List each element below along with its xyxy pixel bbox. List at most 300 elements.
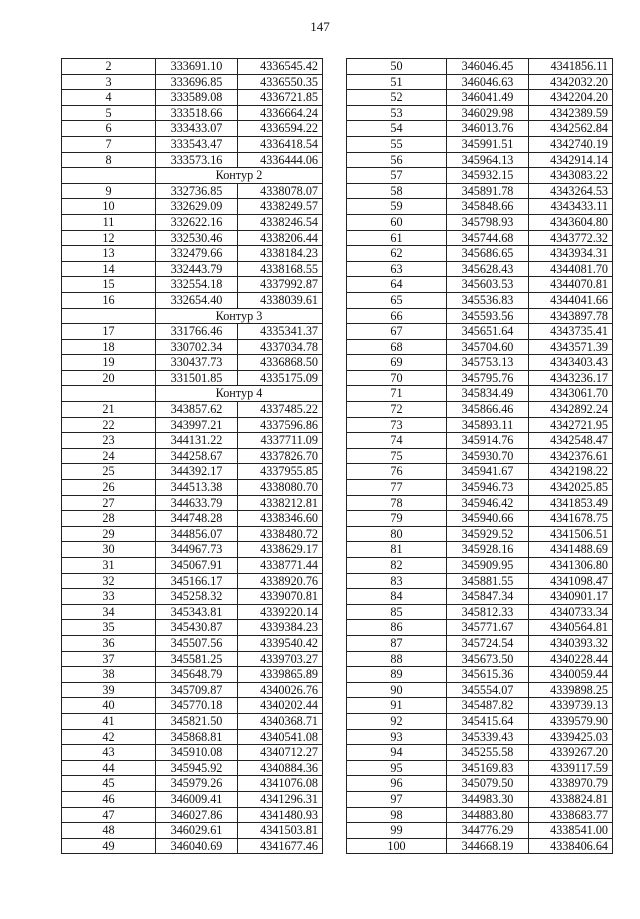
table-row — [62, 261, 323, 277]
table-row — [347, 214, 613, 230]
x-coordinate-cell: 345686.65 — [447, 246, 529, 262]
x-coordinate-cell: 346029.98 — [447, 105, 529, 121]
point-number-cell: 47 — [62, 807, 156, 823]
point-number-cell: 87 — [347, 635, 447, 651]
table-row — [347, 526, 613, 542]
y-coordinate-cell: 4338771.44 — [238, 558, 323, 574]
x-coordinate-cell: 346046.45 — [447, 59, 529, 75]
x-coordinate-cell: 345868.81 — [156, 729, 238, 745]
table-row — [347, 292, 613, 308]
y-coordinate-cell: 4340712.27 — [238, 745, 323, 761]
point-number-cell: 30 — [62, 542, 156, 558]
x-coordinate-cell: 345812.33 — [447, 604, 529, 620]
x-coordinate-cell: 332736.85 — [156, 183, 238, 199]
point-number-cell: 22 — [62, 417, 156, 433]
point-number-cell: 18 — [62, 339, 156, 355]
table-row — [347, 121, 613, 137]
y-coordinate-cell: 4338168.55 — [238, 261, 323, 277]
table-row — [62, 292, 323, 308]
point-number-cell: 2 — [62, 59, 156, 75]
point-number-cell: 5 — [62, 105, 156, 121]
y-coordinate-cell: 4341076.08 — [238, 776, 323, 792]
table-row — [347, 246, 613, 262]
x-coordinate-cell: 345628.43 — [447, 261, 529, 277]
x-coordinate-cell: 345615.36 — [447, 667, 529, 683]
point-number-cell: 79 — [347, 511, 447, 527]
point-number-cell: 46 — [62, 791, 156, 807]
table-row — [62, 651, 323, 667]
contour-label: Контур 2 — [156, 168, 323, 184]
point-number-cell: 42 — [62, 729, 156, 745]
point-number-cell: 32 — [62, 573, 156, 589]
point-number-cell: 69 — [347, 355, 447, 371]
table-row — [62, 713, 323, 729]
table-row — [347, 838, 613, 854]
table-row — [62, 745, 323, 761]
x-coordinate-cell: 333573.16 — [156, 152, 238, 168]
y-coordinate-cell: 4339703.27 — [238, 651, 323, 667]
table-row — [62, 682, 323, 698]
x-coordinate-cell: 345673.50 — [447, 651, 529, 667]
point-number-cell: 73 — [347, 417, 447, 433]
table-row — [347, 59, 613, 75]
point-number-cell: 90 — [347, 682, 447, 698]
x-coordinate-cell: 345821.50 — [156, 713, 238, 729]
y-coordinate-cell: 4335175.09 — [238, 370, 323, 386]
y-coordinate-cell: 4341506.51 — [529, 526, 613, 542]
table-row — [62, 558, 323, 574]
x-coordinate-cell: 344856.07 — [156, 526, 238, 542]
x-coordinate-cell: 333589.08 — [156, 90, 238, 106]
x-coordinate-cell: 333518.66 — [156, 105, 238, 121]
point-number-cell: 50 — [347, 59, 447, 75]
y-coordinate-cell: 4335341.37 — [238, 324, 323, 340]
table-row — [62, 324, 323, 340]
y-coordinate-cell: 4342198.22 — [529, 464, 613, 480]
x-coordinate-cell: 344131.22 — [156, 433, 238, 449]
x-coordinate-cell: 345166.17 — [156, 573, 238, 589]
x-coordinate-cell: 344748.28 — [156, 511, 238, 527]
y-coordinate-cell: 4338249.57 — [238, 199, 323, 215]
point-number-cell: 37 — [62, 651, 156, 667]
y-coordinate-cell: 4342025.85 — [529, 480, 613, 496]
x-coordinate-cell: 345979.26 — [156, 776, 238, 792]
y-coordinate-cell: 4336550.35 — [238, 74, 323, 90]
x-coordinate-cell: 345709.87 — [156, 682, 238, 698]
table-row — [347, 791, 613, 807]
table-row — [347, 386, 613, 402]
y-coordinate-cell: 4340228.44 — [529, 651, 613, 667]
y-coordinate-cell: 4337485.22 — [238, 402, 323, 418]
point-number-cell: 41 — [62, 713, 156, 729]
table-row — [62, 433, 323, 449]
table-row — [347, 729, 613, 745]
y-coordinate-cell: 4341856.11 — [529, 59, 613, 75]
x-coordinate-cell: 345945.92 — [156, 760, 238, 776]
y-coordinate-cell: 4343433.11 — [529, 199, 613, 215]
table-row — [62, 495, 323, 511]
point-number-cell: 81 — [347, 542, 447, 558]
table-row — [62, 698, 323, 714]
table-row — [347, 495, 613, 511]
point-number-cell: 26 — [62, 480, 156, 496]
x-coordinate-cell: 345771.67 — [447, 620, 529, 636]
point-number-cell: 20 — [62, 370, 156, 386]
table-row — [347, 823, 613, 839]
x-coordinate-cell: 345881.55 — [447, 573, 529, 589]
table-row — [62, 152, 323, 168]
table-row — [347, 433, 613, 449]
point-number-cell: 94 — [347, 745, 447, 761]
y-coordinate-cell: 4339220.14 — [238, 604, 323, 620]
y-coordinate-cell: 4342204.20 — [529, 90, 613, 106]
point-number-cell: 88 — [347, 651, 447, 667]
table-row — [347, 635, 613, 651]
point-number-cell: 60 — [347, 214, 447, 230]
table-row — [347, 682, 613, 698]
x-coordinate-cell: 345929.52 — [447, 526, 529, 542]
y-coordinate-cell: 4338080.70 — [238, 480, 323, 496]
x-coordinate-cell: 345507.56 — [156, 635, 238, 651]
point-number-cell: 66 — [347, 308, 447, 324]
point-number-cell: 33 — [62, 589, 156, 605]
contour-number-cell — [62, 386, 156, 402]
point-number-cell: 54 — [347, 121, 447, 137]
table-row — [347, 573, 613, 589]
table-row — [347, 667, 613, 683]
x-coordinate-cell: 346040.69 — [156, 838, 238, 854]
x-coordinate-cell: 344392.17 — [156, 464, 238, 480]
x-coordinate-cell: 344668.19 — [447, 838, 529, 854]
x-coordinate-cell: 345169.83 — [447, 760, 529, 776]
y-coordinate-cell: 4337826.70 — [238, 448, 323, 464]
x-coordinate-cell: 345866.46 — [447, 402, 529, 418]
point-number-cell: 72 — [347, 402, 447, 418]
point-number-cell: 77 — [347, 480, 447, 496]
contour-number-cell — [62, 168, 156, 184]
x-coordinate-cell: 332622.16 — [156, 214, 238, 230]
x-coordinate-cell: 332443.79 — [156, 261, 238, 277]
point-number-cell: 12 — [62, 230, 156, 246]
point-number-cell: 16 — [62, 292, 156, 308]
x-coordinate-cell: 330702.34 — [156, 339, 238, 355]
y-coordinate-cell: 4343236.17 — [529, 370, 613, 386]
point-number-cell: 82 — [347, 558, 447, 574]
table-row — [347, 776, 613, 792]
table-row — [347, 261, 613, 277]
table-row — [62, 402, 323, 418]
point-number-cell: 70 — [347, 370, 447, 386]
y-coordinate-cell: 4336868.50 — [238, 355, 323, 371]
point-number-cell: 39 — [62, 682, 156, 698]
point-number-cell: 67 — [347, 324, 447, 340]
point-number-cell: 65 — [347, 292, 447, 308]
table-row — [347, 183, 613, 199]
point-number-cell: 19 — [62, 355, 156, 371]
x-coordinate-cell: 345946.73 — [447, 480, 529, 496]
y-coordinate-cell: 4338212.81 — [238, 495, 323, 511]
table-row — [62, 121, 323, 137]
table-row — [347, 105, 613, 121]
point-number-cell: 27 — [62, 495, 156, 511]
table-row — [347, 511, 613, 527]
table-row — [62, 355, 323, 371]
y-coordinate-cell: 4336545.42 — [238, 59, 323, 75]
table-row — [347, 230, 613, 246]
x-coordinate-cell: 345798.93 — [447, 214, 529, 230]
table-row — [62, 90, 323, 106]
x-coordinate-cell: 344883.80 — [447, 807, 529, 823]
x-coordinate-cell: 345258.32 — [156, 589, 238, 605]
point-number-cell: 62 — [347, 246, 447, 262]
x-coordinate-cell: 345834.49 — [447, 386, 529, 402]
x-coordinate-cell: 345339.43 — [447, 729, 529, 745]
y-coordinate-cell: 4344070.81 — [529, 277, 613, 293]
y-coordinate-cell: 4338683.77 — [529, 807, 613, 823]
x-coordinate-cell: 345651.64 — [447, 324, 529, 340]
table-row — [62, 246, 323, 262]
x-coordinate-cell: 345415.64 — [447, 713, 529, 729]
y-coordinate-cell: 4342389.59 — [529, 105, 613, 121]
x-coordinate-cell: 345648.79 — [156, 667, 238, 683]
y-coordinate-cell: 4340393.32 — [529, 635, 613, 651]
point-number-cell: 38 — [62, 667, 156, 683]
x-coordinate-cell: 345893.11 — [447, 417, 529, 433]
point-number-cell: 49 — [62, 838, 156, 854]
point-number-cell: 96 — [347, 776, 447, 792]
x-coordinate-cell: 332654.40 — [156, 292, 238, 308]
x-coordinate-cell: 345914.76 — [447, 433, 529, 449]
table-row — [62, 838, 323, 854]
table-row — [62, 573, 323, 589]
table-row — [347, 698, 613, 714]
x-coordinate-cell: 344967.73 — [156, 542, 238, 558]
point-number-cell: 92 — [347, 713, 447, 729]
y-coordinate-cell: 4337992.87 — [238, 277, 323, 293]
point-number-cell: 4 — [62, 90, 156, 106]
y-coordinate-cell: 4338206.44 — [238, 230, 323, 246]
y-coordinate-cell: 4336664.24 — [238, 105, 323, 121]
point-number-cell: 29 — [62, 526, 156, 542]
table-row — [62, 511, 323, 527]
point-number-cell: 14 — [62, 261, 156, 277]
x-coordinate-cell: 345704.60 — [447, 339, 529, 355]
y-coordinate-cell: 4339070.81 — [238, 589, 323, 605]
point-number-cell: 17 — [62, 324, 156, 340]
y-coordinate-cell: 4342740.19 — [529, 136, 613, 152]
contour-header-row — [62, 168, 323, 184]
table-row — [347, 589, 613, 605]
y-coordinate-cell: 4338078.07 — [238, 183, 323, 199]
point-number-cell: 40 — [62, 698, 156, 714]
point-number-cell: 86 — [347, 620, 447, 636]
y-coordinate-cell: 4343772.32 — [529, 230, 613, 246]
point-number-cell: 95 — [347, 760, 447, 776]
y-coordinate-cell: 4340884.36 — [238, 760, 323, 776]
x-coordinate-cell: 345964.13 — [447, 152, 529, 168]
x-coordinate-cell: 345940.66 — [447, 511, 529, 527]
x-coordinate-cell: 345603.53 — [447, 277, 529, 293]
y-coordinate-cell: 4341488.69 — [529, 542, 613, 558]
x-coordinate-cell: 345753.13 — [447, 355, 529, 371]
right-coordinates-table — [346, 58, 613, 854]
table-row — [347, 620, 613, 636]
table-row — [62, 417, 323, 433]
table-row — [347, 168, 613, 184]
y-coordinate-cell: 4338541.00 — [529, 823, 613, 839]
y-coordinate-cell: 4337711.09 — [238, 433, 323, 449]
point-number-cell: 31 — [62, 558, 156, 574]
point-number-cell: 25 — [62, 464, 156, 480]
x-coordinate-cell: 332530.46 — [156, 230, 238, 246]
table-row — [62, 823, 323, 839]
y-coordinate-cell: 4343403.43 — [529, 355, 613, 371]
table-row — [62, 776, 323, 792]
point-number-cell: 9 — [62, 183, 156, 199]
y-coordinate-cell: 4336721.85 — [238, 90, 323, 106]
y-coordinate-cell: 4340026.76 — [238, 682, 323, 698]
point-number-cell: 68 — [347, 339, 447, 355]
y-coordinate-cell: 4343604.80 — [529, 214, 613, 230]
point-number-cell: 36 — [62, 635, 156, 651]
y-coordinate-cell: 4344041.66 — [529, 292, 613, 308]
x-coordinate-cell: 330437.73 — [156, 355, 238, 371]
table-row — [62, 448, 323, 464]
point-number-cell: 34 — [62, 604, 156, 620]
y-coordinate-cell: 4337034.78 — [238, 339, 323, 355]
table-row — [347, 90, 613, 106]
y-coordinate-cell: 4340541.08 — [238, 729, 323, 745]
y-coordinate-cell: 4338480.72 — [238, 526, 323, 542]
point-number-cell: 8 — [62, 152, 156, 168]
y-coordinate-cell: 4341306.80 — [529, 558, 613, 574]
point-number-cell: 71 — [347, 386, 447, 402]
y-coordinate-cell: 4342562.84 — [529, 121, 613, 137]
point-number-cell: 84 — [347, 589, 447, 605]
table-row — [347, 277, 613, 293]
left-coordinates-table — [61, 58, 323, 854]
point-number-cell: 55 — [347, 136, 447, 152]
x-coordinate-cell: 345847.34 — [447, 589, 529, 605]
table-row — [347, 542, 613, 558]
x-coordinate-cell: 345744.68 — [447, 230, 529, 246]
y-coordinate-cell: 4340202.44 — [238, 698, 323, 714]
y-coordinate-cell: 4338629.17 — [238, 542, 323, 558]
table-row — [347, 558, 613, 574]
y-coordinate-cell: 4336418.54 — [238, 136, 323, 152]
y-coordinate-cell: 4342892.24 — [529, 402, 613, 418]
y-coordinate-cell: 4343571.39 — [529, 339, 613, 355]
x-coordinate-cell: 345536.83 — [447, 292, 529, 308]
point-number-cell: 75 — [347, 448, 447, 464]
point-number-cell: 63 — [347, 261, 447, 277]
page-number: 147 — [310, 19, 330, 34]
table-row — [347, 713, 613, 729]
y-coordinate-cell: 4341480.93 — [238, 807, 323, 823]
point-number-cell: 85 — [347, 604, 447, 620]
table-row — [347, 324, 613, 340]
x-coordinate-cell: 345581.25 — [156, 651, 238, 667]
point-number-cell: 28 — [62, 511, 156, 527]
point-number-cell: 23 — [62, 433, 156, 449]
point-number-cell: 21 — [62, 402, 156, 418]
point-number-cell: 93 — [347, 729, 447, 745]
y-coordinate-cell: 4339865.89 — [238, 667, 323, 683]
point-number-cell: 83 — [347, 573, 447, 589]
table-row — [62, 635, 323, 651]
point-number-cell: 35 — [62, 620, 156, 636]
x-coordinate-cell: 333691.10 — [156, 59, 238, 75]
y-coordinate-cell: 4341853.49 — [529, 495, 613, 511]
x-coordinate-cell: 345946.42 — [447, 495, 529, 511]
y-coordinate-cell: 4342032.20 — [529, 74, 613, 90]
table-row — [347, 464, 613, 480]
table-row — [347, 807, 613, 823]
y-coordinate-cell: 4343934.31 — [529, 246, 613, 262]
y-coordinate-cell: 4338039.61 — [238, 292, 323, 308]
table-row — [62, 277, 323, 293]
table-row — [347, 745, 613, 761]
point-number-cell: 3 — [62, 74, 156, 90]
table-row — [62, 339, 323, 355]
x-coordinate-cell: 344776.29 — [447, 823, 529, 839]
table-row — [62, 526, 323, 542]
table-row — [347, 339, 613, 355]
x-coordinate-cell: 346009.41 — [156, 791, 238, 807]
table-row — [62, 760, 323, 776]
y-coordinate-cell: 4339739.13 — [529, 698, 613, 714]
y-coordinate-cell: 4340059.44 — [529, 667, 613, 683]
x-coordinate-cell: 346046.63 — [447, 74, 529, 90]
table-row — [347, 651, 613, 667]
x-coordinate-cell: 346027.86 — [156, 807, 238, 823]
y-coordinate-cell: 4342721.95 — [529, 417, 613, 433]
y-coordinate-cell: 4338406.64 — [529, 838, 613, 854]
x-coordinate-cell: 346013.76 — [447, 121, 529, 137]
point-number-cell: 98 — [347, 807, 447, 823]
point-number-cell: 78 — [347, 495, 447, 511]
y-coordinate-cell: 4338970.79 — [529, 776, 613, 792]
point-number-cell: 58 — [347, 183, 447, 199]
table-row — [62, 807, 323, 823]
contour-label: Контур 4 — [156, 386, 323, 402]
point-number-cell: 10 — [62, 199, 156, 215]
x-coordinate-cell: 333696.85 — [156, 74, 238, 90]
x-coordinate-cell: 345593.56 — [447, 308, 529, 324]
x-coordinate-cell: 344258.67 — [156, 448, 238, 464]
x-coordinate-cell: 344983.30 — [447, 791, 529, 807]
x-coordinate-cell: 345079.50 — [447, 776, 529, 792]
y-coordinate-cell: 4344081.70 — [529, 261, 613, 277]
y-coordinate-cell: 4338246.54 — [238, 214, 323, 230]
point-number-cell: 51 — [347, 74, 447, 90]
x-coordinate-cell: 345430.87 — [156, 620, 238, 636]
y-coordinate-cell: 4342376.61 — [529, 448, 613, 464]
y-coordinate-cell: 4341296.31 — [238, 791, 323, 807]
x-coordinate-cell: 345910.08 — [156, 745, 238, 761]
x-coordinate-cell: 345909.95 — [447, 558, 529, 574]
y-coordinate-cell: 4339898.25 — [529, 682, 613, 698]
x-coordinate-cell: 332479.66 — [156, 246, 238, 262]
y-coordinate-cell: 4341503.81 — [238, 823, 323, 839]
x-coordinate-cell: 343857.62 — [156, 402, 238, 418]
y-coordinate-cell: 4343061.70 — [529, 386, 613, 402]
y-coordinate-cell: 4341677.46 — [238, 838, 323, 854]
x-coordinate-cell: 345554.07 — [447, 682, 529, 698]
y-coordinate-cell: 4338824.81 — [529, 791, 613, 807]
point-number-cell: 59 — [347, 199, 447, 215]
x-coordinate-cell: 331766.46 — [156, 324, 238, 340]
